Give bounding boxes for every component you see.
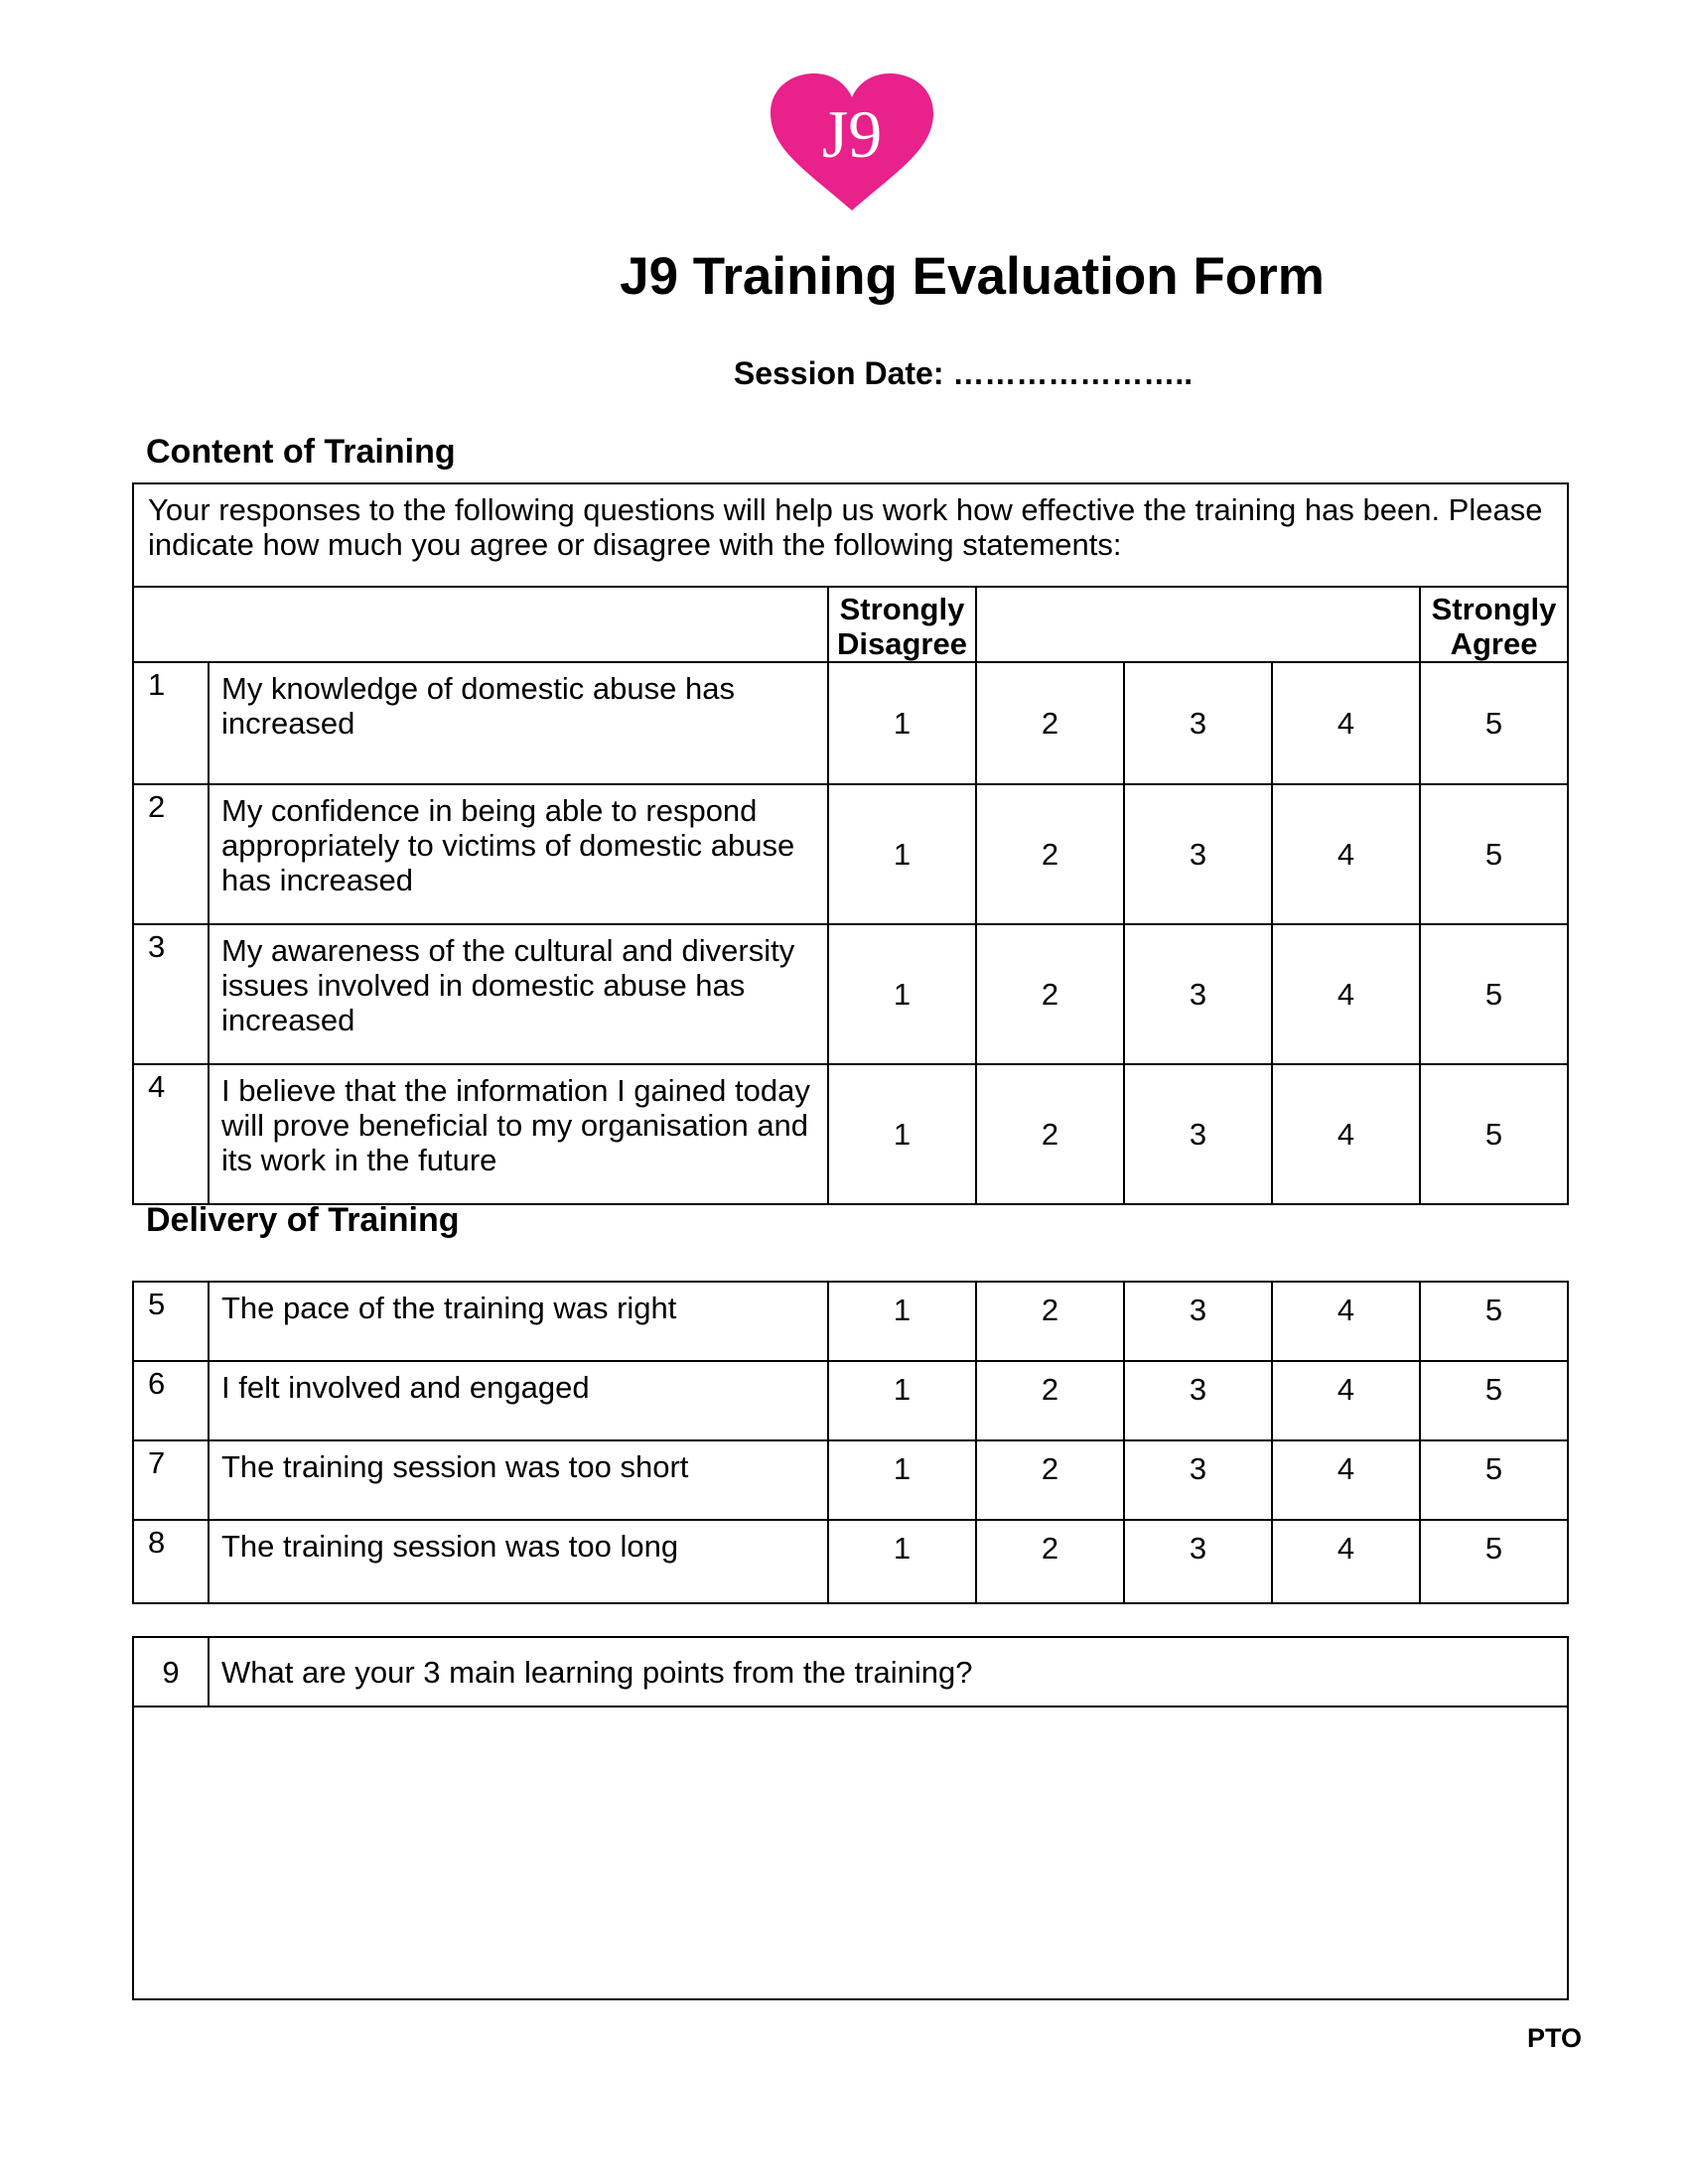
header-blank-middle: [976, 587, 1420, 662]
rating-option-5[interactable]: 5: [1420, 1440, 1568, 1520]
rating-option-1[interactable]: 1: [828, 1064, 976, 1204]
delivery-rating-table: [132, 1281, 1569, 1604]
rating-option-2[interactable]: 2: [976, 1361, 1124, 1440]
rating-option-3[interactable]: 3: [1124, 1440, 1272, 1520]
question-text: My awareness of the cultural and diversity issues involved in domestic abuse has increased: [209, 924, 828, 1064]
question-number: 6: [133, 1361, 209, 1440]
page-title: J9 Training Evaluation Form: [620, 247, 1325, 306]
rating-option-4[interactable]: 4: [1272, 1361, 1420, 1440]
rating-option-3[interactable]: 3: [1124, 1282, 1272, 1361]
delivery-section-heading: Delivery of Training: [146, 1201, 460, 1239]
table-row: [133, 1440, 1568, 1520]
rating-option-1[interactable]: 1: [828, 1361, 976, 1440]
question-number: 9: [133, 1637, 209, 1706]
question-text: The training session was too short: [209, 1440, 828, 1520]
learning-points-answer-area[interactable]: [133, 1706, 1568, 1999]
rating-option-4[interactable]: 4: [1272, 924, 1420, 1064]
rating-option-3[interactable]: 3: [1124, 662, 1272, 784]
table-row: [133, 662, 1568, 784]
rating-option-2[interactable]: 2: [976, 1064, 1124, 1204]
question-number: 5: [133, 1282, 209, 1361]
logo-text: J9: [821, 96, 883, 172]
rating-option-5[interactable]: 5: [1420, 924, 1568, 1064]
rating-option-5[interactable]: 5: [1420, 1361, 1568, 1440]
rating-option-3[interactable]: 3: [1124, 1064, 1272, 1204]
rating-option-1[interactable]: 1: [828, 924, 976, 1064]
rating-option-5[interactable]: 5: [1420, 662, 1568, 784]
question-text: What are your 3 main learning points from the training?: [209, 1637, 1568, 1706]
rating-option-3[interactable]: 3: [1124, 1520, 1272, 1603]
rating-option-2[interactable]: 2: [976, 662, 1124, 784]
rating-option-2[interactable]: 2: [976, 924, 1124, 1064]
rating-option-2[interactable]: 2: [976, 1520, 1124, 1603]
rating-option-5[interactable]: 5: [1420, 1064, 1568, 1204]
table-row: [133, 1282, 1568, 1361]
rating-option-4[interactable]: 4: [1272, 1282, 1420, 1361]
rating-option-1[interactable]: 1: [828, 1282, 976, 1361]
rating-option-3[interactable]: 3: [1124, 924, 1272, 1064]
rating-option-2[interactable]: 2: [976, 1282, 1124, 1361]
rating-option-2[interactable]: 2: [976, 1440, 1124, 1520]
table-row: [133, 924, 1568, 1064]
question-text: My knowledge of domestic abuse has increased: [209, 662, 828, 784]
learning-points-table: [132, 1636, 1569, 2000]
question-text: I believe that the information I gained today will prove beneficial to my organisation and its work in the future: [209, 1064, 828, 1204]
rating-option-4[interactable]: 4: [1272, 662, 1420, 784]
answer-row: [133, 1706, 1568, 1999]
header-blank: [133, 587, 828, 662]
rating-option-1[interactable]: 1: [828, 662, 976, 784]
rating-option-4[interactable]: 4: [1272, 1064, 1420, 1204]
rating-option-4[interactable]: 4: [1272, 1520, 1420, 1603]
j9-logo: [767, 71, 937, 214]
rating-option-5[interactable]: 5: [1420, 784, 1568, 924]
rating-option-1[interactable]: 1: [828, 784, 976, 924]
strongly-agree-label: Strongly Agree: [1420, 587, 1568, 662]
strongly-disagree-label: Strongly Disagree: [828, 587, 976, 662]
table-row: [133, 784, 1568, 924]
content-rating-table: [132, 482, 1569, 1205]
content-section-heading: Content of Training: [146, 433, 456, 471]
question-text: My confidence in being able to respond appropriately to victims of domestic abuse has increased: [209, 784, 828, 924]
rating-option-4[interactable]: 4: [1272, 1440, 1420, 1520]
question9-row: [133, 1637, 1568, 1706]
question-number: 4: [133, 1064, 209, 1204]
rating-option-1[interactable]: 1: [828, 1520, 976, 1603]
rating-option-3[interactable]: 3: [1124, 784, 1272, 924]
rating-option-5[interactable]: 5: [1420, 1520, 1568, 1603]
rating-option-2[interactable]: 2: [976, 784, 1124, 924]
question-number: 8: [133, 1520, 209, 1603]
rating-option-4[interactable]: 4: [1272, 784, 1420, 924]
heart-logo-icon: [767, 71, 937, 214]
rating-option-5[interactable]: 5: [1420, 1282, 1568, 1361]
question-number: 2: [133, 784, 209, 924]
rating-option-1[interactable]: 1: [828, 1440, 976, 1520]
question-number: 1: [133, 662, 209, 784]
question-number: 7: [133, 1440, 209, 1520]
table-row: [133, 1520, 1568, 1603]
scale-header-row: [133, 587, 1568, 662]
question-number: 3: [133, 924, 209, 1064]
pto-label: PTO: [1526, 2023, 1582, 2053]
session-date-field[interactable]: Session Date: …………………..: [733, 355, 1194, 391]
question-text: The training session was too long: [209, 1520, 828, 1603]
question-text: I felt involved and engaged: [209, 1361, 828, 1440]
rating-option-3[interactable]: 3: [1124, 1361, 1272, 1440]
table-row: [133, 1361, 1568, 1440]
question-text: The pace of the training was right: [209, 1282, 828, 1361]
table-row: [133, 1064, 1568, 1204]
intro-text: Your responses to the following questions will help us work how effective the training has been. Please indicate how much you agree or disagree with the following statements:: [133, 483, 1568, 587]
